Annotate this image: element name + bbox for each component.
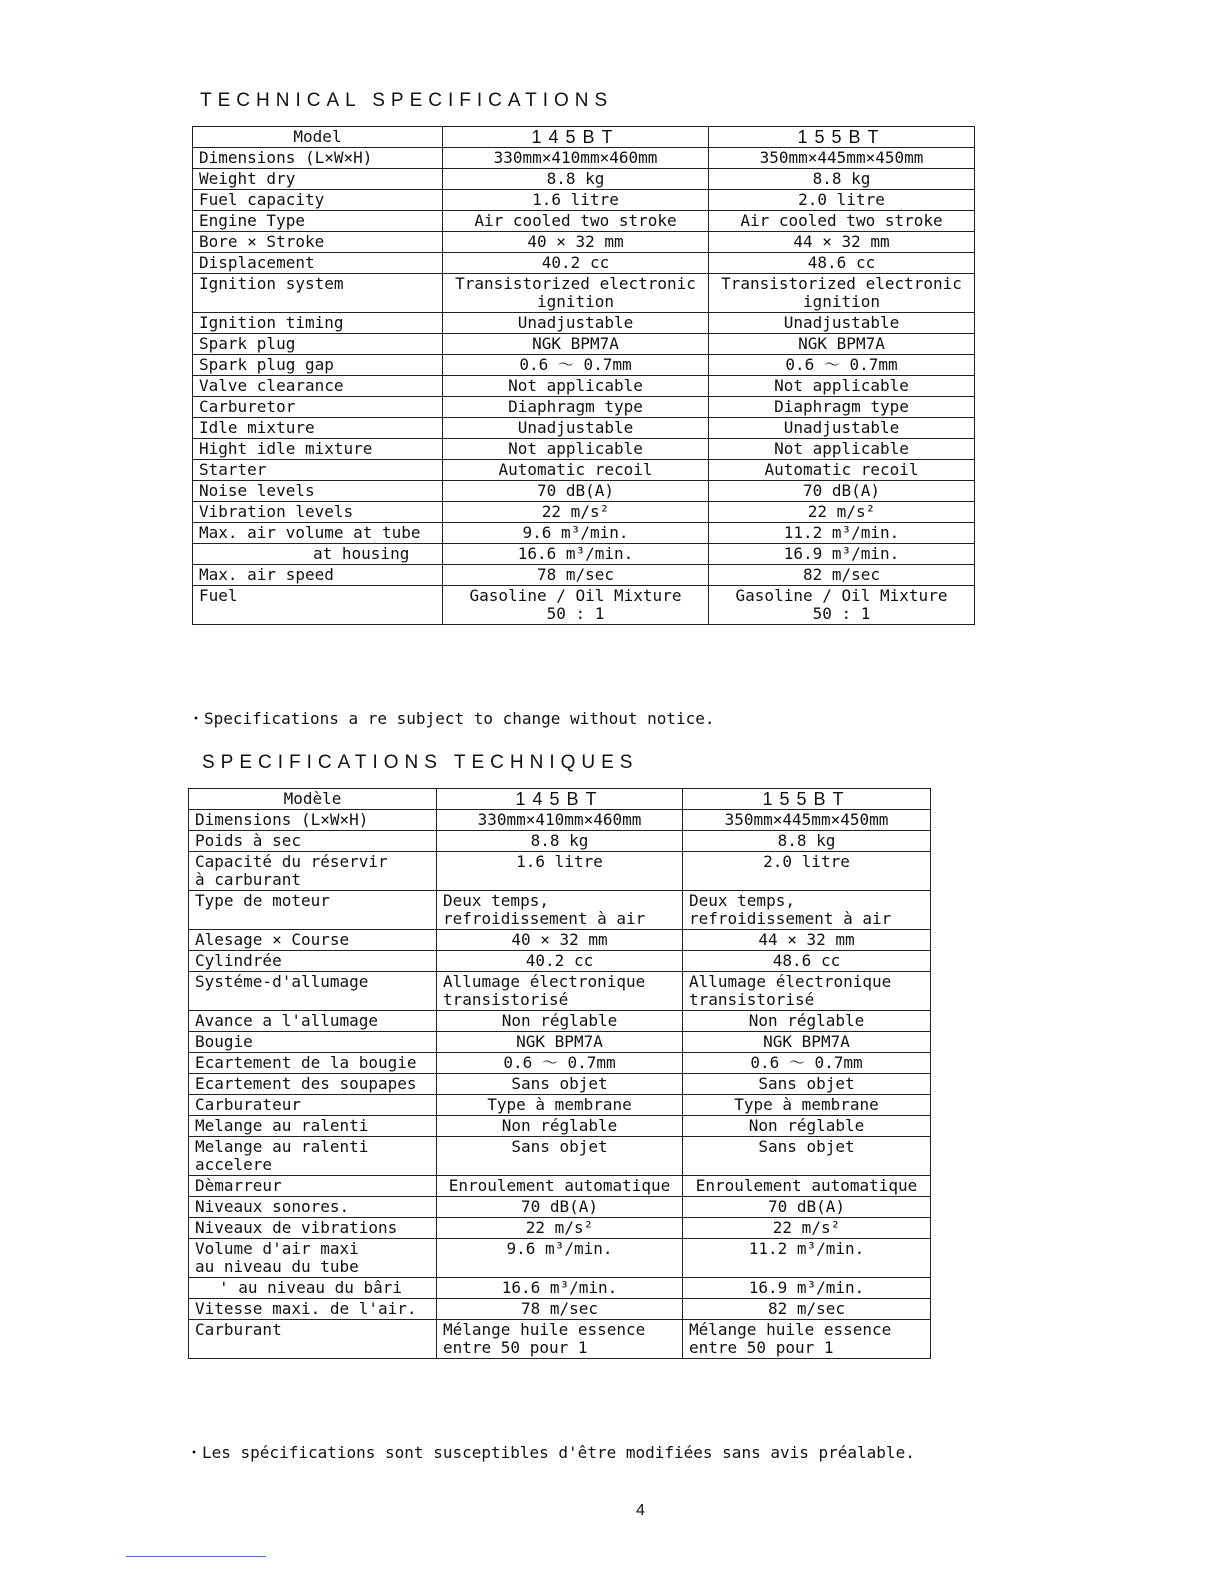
spec-value-155bt: 22 m/s²: [683, 1218, 931, 1239]
table-row: [189, 930, 931, 951]
page-number: 4: [636, 1502, 645, 1519]
spec-value-155bt: 16.9 m³/min.: [683, 1278, 931, 1299]
spec-value-155bt: 22 m/s²: [709, 502, 975, 523]
spec-value-155bt: Transistorized electronic ignition: [709, 274, 975, 313]
spec-value-155bt: 82 m/sec: [683, 1299, 931, 1320]
spec-label: Engine Type: [193, 211, 443, 232]
spec-value-155bt: NGK BPM7A: [709, 334, 975, 355]
spec-value-145bt: 40.2 cc: [437, 951, 683, 972]
spec-value-155bt: Automatic recoil: [709, 460, 975, 481]
spec-value-155bt: 0.6 ～ 0.7mm: [683, 1053, 931, 1074]
spec-label: Carburateur: [189, 1095, 437, 1116]
spec-value-155bt: 2.0 litre: [709, 190, 975, 211]
spec-label: Bore × Stroke: [193, 232, 443, 253]
page-title-fr: SPECIFICATIONS TECHNIQUES: [202, 752, 639, 773]
spec-value-145bt: 22 m/s²: [437, 1218, 683, 1239]
page-title-en: TECHNICAL SPECIFICATIONS: [200, 90, 614, 111]
spec-label: Capacité du réservir à carburant: [189, 852, 437, 891]
spec-label: Hight idle mixture: [193, 439, 443, 460]
spec-label: Melange au ralenti: [189, 1116, 437, 1137]
spec-label: Alesage × Course: [189, 930, 437, 951]
spec-value-155bt: 350mm×445mm×450mm: [683, 810, 931, 831]
spec-value-145bt: 1.6 litre: [437, 852, 683, 891]
spec-value-145bt: 16.6 m³/min.: [443, 544, 709, 565]
header-model-145bt: 145BT: [443, 127, 709, 148]
table-row: [193, 460, 975, 481]
header-row: [189, 789, 931, 810]
spec-value-145bt: 40 × 32 mm: [437, 930, 683, 951]
spec-value-155bt: 16.9 m³/min.: [709, 544, 975, 565]
spec-value-145bt: Type à membrane: [437, 1095, 683, 1116]
spec-value-145bt: 1.6 litre: [443, 190, 709, 211]
spec-table-en-body: [193, 127, 975, 625]
spec-table-fr-body: [189, 789, 931, 1359]
spec-value-145bt: 9.6 m³/min.: [443, 523, 709, 544]
spec-label: Noise levels: [193, 481, 443, 502]
spec-value-145bt: Deux temps, refroidissement à air: [437, 891, 683, 930]
table-row: [189, 1095, 931, 1116]
spec-label: Max. air volume at tube: [193, 523, 443, 544]
spec-value-145bt: Diaphragm type: [443, 397, 709, 418]
table-row: [193, 586, 975, 625]
table-row: [193, 523, 975, 544]
spec-label: Spark plug: [193, 334, 443, 355]
table-row: [189, 1176, 931, 1197]
spec-value-145bt: 0.6 ～ 0.7mm: [437, 1053, 683, 1074]
spec-value-145bt: Transistorized electronic ignition: [443, 274, 709, 313]
spec-label: Weight dry: [193, 169, 443, 190]
spec-value-145bt: 70 dB(A): [437, 1197, 683, 1218]
spec-label: Max. air speed: [193, 565, 443, 586]
spec-value-155bt: Sans objet: [683, 1074, 931, 1095]
spec-value-155bt: Type à membrane: [683, 1095, 931, 1116]
spec-value-155bt: Non réglable: [683, 1116, 931, 1137]
table-row: [193, 439, 975, 460]
header-label-cell: Modèle: [189, 789, 437, 810]
spec-value-145bt: 40 × 32 mm: [443, 232, 709, 253]
table-row: [189, 1278, 931, 1299]
spec-value-145bt: 78 m/sec: [443, 565, 709, 586]
header-model-155bt: 155BT: [683, 789, 931, 810]
spec-label: Bougie: [189, 1032, 437, 1053]
table-row: [189, 1239, 931, 1278]
spec-value-155bt: 48.6 cc: [709, 253, 975, 274]
header-label-cell: Model: [193, 127, 443, 148]
spec-label: Ecartement des soupapes: [189, 1074, 437, 1095]
spec-label: Avance a l'allumage: [189, 1011, 437, 1032]
spec-value-145bt: 70 dB(A): [443, 481, 709, 502]
spec-value-155bt: 82 m/sec: [709, 565, 975, 586]
table-row: [189, 1053, 931, 1074]
spec-value-155bt: 48.6 cc: [683, 951, 931, 972]
spec-value-145bt: Sans objet: [437, 1137, 683, 1176]
table-row: [193, 313, 975, 334]
spec-value-155bt: 8.8 kg: [683, 831, 931, 852]
table-row: [189, 1197, 931, 1218]
spec-value-155bt: Non réglable: [683, 1011, 931, 1032]
table-row: [189, 1320, 931, 1359]
spec-label: Poids à sec: [189, 831, 437, 852]
table-row: [193, 211, 975, 232]
spec-value-145bt: Mélange huile essence entre 50 pour 1: [437, 1320, 683, 1359]
footer-rule: [126, 1556, 266, 1557]
table-row: [189, 1074, 931, 1095]
spec-value-155bt: Gasoline / Oil Mixture 50 : 1: [709, 586, 975, 625]
spec-value-145bt: Allumage électronique transistorisé: [437, 972, 683, 1011]
spec-value-155bt: 70 dB(A): [709, 481, 975, 502]
spec-label: Starter: [193, 460, 443, 481]
spec-label: Carburant: [189, 1320, 437, 1359]
spec-label: Fuel capacity: [193, 190, 443, 211]
spec-label: Systéme-d'allumage: [189, 972, 437, 1011]
header-model-155bt: 155BT: [709, 127, 975, 148]
spec-value-145bt: Non réglable: [437, 1011, 683, 1032]
table-row: [193, 565, 975, 586]
spec-label: at housing: [193, 544, 443, 565]
spec-label: Displacement: [193, 253, 443, 274]
table-row: [189, 891, 931, 930]
spec-value-145bt: 9.6 m³/min.: [437, 1239, 683, 1278]
spec-label: Vibration levels: [193, 502, 443, 523]
spec-value-145bt: 8.8 kg: [437, 831, 683, 852]
spec-table-fr: [188, 788, 931, 1359]
spec-label: Vitesse maxi. de l'air.: [189, 1299, 437, 1320]
spec-value-145bt: 78 m/sec: [437, 1299, 683, 1320]
spec-label: Dèmarreur: [189, 1176, 437, 1197]
table-row: [189, 810, 931, 831]
spec-value-155bt: Deux temps, refroidissement à air: [683, 891, 931, 930]
spec-label: Idle mixture: [193, 418, 443, 439]
spec-value-155bt: Mélange huile essence entre 50 pour 1: [683, 1320, 931, 1359]
spec-value-155bt: 0.6 ～ 0.7mm: [709, 355, 975, 376]
table-row: [193, 544, 975, 565]
spec-value-145bt: Non réglable: [437, 1116, 683, 1137]
table-row: [193, 418, 975, 439]
spec-value-145bt: NGK BPM7A: [443, 334, 709, 355]
spec-value-155bt: 44 × 32 mm: [683, 930, 931, 951]
table-row: [189, 1218, 931, 1239]
table-row: [193, 355, 975, 376]
table-row: [193, 397, 975, 418]
spec-value-145bt: 16.6 m³/min.: [437, 1278, 683, 1299]
spec-label: Niveaux sonores.: [189, 1197, 437, 1218]
spec-value-155bt: Allumage électronique transistorisé: [683, 972, 931, 1011]
spec-table-en: [192, 126, 975, 625]
spec-label: Valve clearance: [193, 376, 443, 397]
spec-value-155bt: Not applicable: [709, 439, 975, 460]
footnote-fr: ・Les spécifications sont susceptibles d'être modifiées sans avis préalable.: [186, 1443, 915, 1462]
spec-value-145bt: Enroulement automatique: [437, 1176, 683, 1197]
spec-value-145bt: 0.6 ～ 0.7mm: [443, 355, 709, 376]
spec-value-145bt: Air cooled two stroke: [443, 211, 709, 232]
spec-value-145bt: Unadjustable: [443, 313, 709, 334]
spec-value-145bt: 22 m/s²: [443, 502, 709, 523]
spec-label: Ignition timing: [193, 313, 443, 334]
table-row: [189, 831, 931, 852]
table-row: [189, 1299, 931, 1320]
spec-label: Carburetor: [193, 397, 443, 418]
spec-value-155bt: NGK BPM7A: [683, 1032, 931, 1053]
spec-label: Dimensions (L×W×H): [189, 810, 437, 831]
spec-value-155bt: 350mm×445mm×450mm: [709, 148, 975, 169]
spec-value-155bt: 11.2 m³/min.: [683, 1239, 931, 1278]
spec-value-155bt: Enroulement automatique: [683, 1176, 931, 1197]
spec-value-155bt: Unadjustable: [709, 418, 975, 439]
table-row: [189, 972, 931, 1011]
table-row: [189, 951, 931, 972]
table-row: [193, 334, 975, 355]
spec-value-145bt: 330mm×410mm×460mm: [443, 148, 709, 169]
spec-value-155bt: 8.8 kg: [709, 169, 975, 190]
spec-value-155bt: 44 × 32 mm: [709, 232, 975, 253]
spec-value-155bt: 11.2 m³/min.: [709, 523, 975, 544]
spec-value-145bt: 8.8 kg: [443, 169, 709, 190]
spec-label: Spark plug gap: [193, 355, 443, 376]
spec-value-145bt: Not applicable: [443, 439, 709, 460]
table-row: [189, 852, 931, 891]
table-row: [189, 1011, 931, 1032]
table-row: [193, 253, 975, 274]
table-row: [193, 376, 975, 397]
spec-value-155bt: Unadjustable: [709, 313, 975, 334]
spec-label: ' au niveau du bâri: [189, 1278, 437, 1299]
spec-label: Dimensions (L×W×H): [193, 148, 443, 169]
spec-value-155bt: Sans objet: [683, 1137, 931, 1176]
table-row: [193, 169, 975, 190]
spec-value-155bt: Air cooled two stroke: [709, 211, 975, 232]
spec-value-145bt: Sans objet: [437, 1074, 683, 1095]
spec-value-155bt: 2.0 litre: [683, 852, 931, 891]
spec-value-145bt: Not applicable: [443, 376, 709, 397]
spec-value-145bt: 330mm×410mm×460mm: [437, 810, 683, 831]
table-row: [193, 502, 975, 523]
spec-value-155bt: Diaphragm type: [709, 397, 975, 418]
footnote-en: ・Specifications a re subject to change without notice.: [188, 709, 715, 728]
spec-value-145bt: NGK BPM7A: [437, 1032, 683, 1053]
table-row: [193, 190, 975, 211]
spec-label: Ignition system: [193, 274, 443, 313]
table-row: [189, 1032, 931, 1053]
table-row: [193, 481, 975, 502]
spec-label: Ecartement de la bougie: [189, 1053, 437, 1074]
spec-value-155bt: Not applicable: [709, 376, 975, 397]
spec-label: Niveaux de vibrations: [189, 1218, 437, 1239]
spec-label: Type de moteur: [189, 891, 437, 930]
header-model-145bt: 145BT: [437, 789, 683, 810]
spec-value-145bt: Automatic recoil: [443, 460, 709, 481]
table-row: [193, 274, 975, 313]
spec-value-145bt: Unadjustable: [443, 418, 709, 439]
spec-label: Melange au ralenti accelere: [189, 1137, 437, 1176]
spec-label: Cylindrée: [189, 951, 437, 972]
header-row: [193, 127, 975, 148]
spec-value-145bt: Gasoline / Oil Mixture 50 : 1: [443, 586, 709, 625]
spec-value-155bt: 70 dB(A): [683, 1197, 931, 1218]
spec-label: Volume d'air maxi au niveau du tube: [189, 1239, 437, 1278]
spec-value-145bt: 40.2 cc: [443, 253, 709, 274]
table-row: [189, 1116, 931, 1137]
table-row: [189, 1137, 931, 1176]
table-row: [193, 232, 975, 253]
table-row: [193, 148, 975, 169]
spec-label: Fuel: [193, 586, 443, 625]
